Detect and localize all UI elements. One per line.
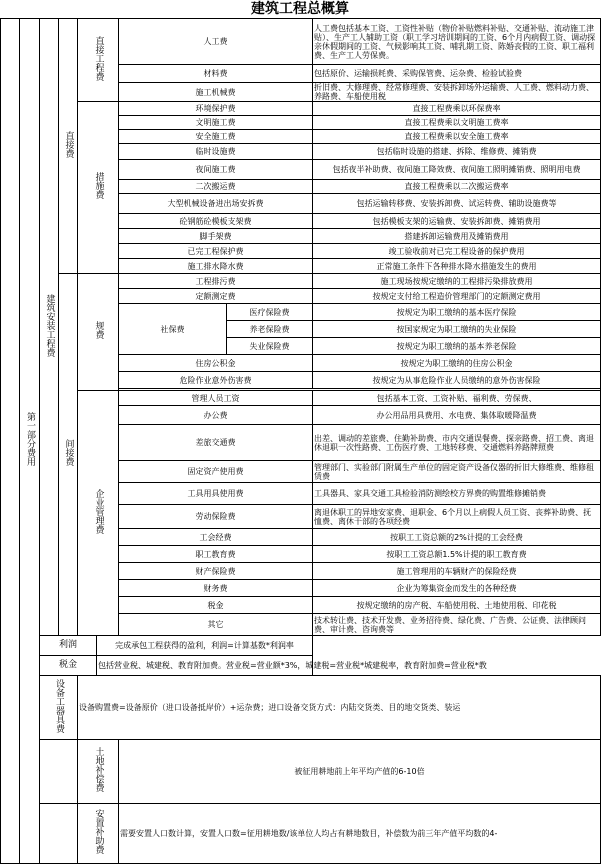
row-name: 工具用具使用费 xyxy=(119,483,313,505)
row-name: 脚手架费 xyxy=(119,229,313,244)
row-name: 其它 xyxy=(119,614,313,636)
row-name: 施工排水降水费 xyxy=(119,259,313,274)
cost-table xyxy=(0,18,601,864)
row-desc: 包括夜半补助费、夜间施工降效费、夜间施工照明摊销费、照明用电费 xyxy=(313,160,601,180)
row-desc: 离退休职工的异地安家费、退职金、6个月以上病假人员工资、丧葬补助费、抚恤费、离休干部的各项经费 xyxy=(313,505,601,529)
row-desc: 施工现场按规定缴纳的工程排污染排放费用 xyxy=(313,274,601,289)
row-desc: 技术转让费、技术开发费、业务招待费、绿化费、广告费、公证费、法律顾问费、审计费、咨询费等 xyxy=(313,614,601,636)
page-title: 建筑工程总概算 xyxy=(251,1,349,17)
equipment-desc: 设备购置费=设备原价（进口设备抵岸价）+运杂费；进口设备交货方式：内陆交货类、目的地交货类、装运 xyxy=(78,676,601,740)
part1-label: 第一部分费用 xyxy=(20,19,40,864)
row-desc: 包括运输转移费、安装拆卸费、试运转费、辅助设施费等 xyxy=(313,194,601,214)
resettle-label: 安置补助费 xyxy=(78,804,119,864)
blank-column xyxy=(1,19,20,864)
row-desc: 直接工程费乘以环保费率 xyxy=(313,102,601,116)
row-desc: 直接工程费乘以二次搬运费率 xyxy=(313,180,601,194)
row-name: 人工费 xyxy=(119,19,313,65)
row-desc: 工具器具、家具交通工具检验消防测绘校方界费的购置维修摊销费 xyxy=(313,483,601,505)
tax-label: 税金 xyxy=(40,656,97,676)
row-name: 固定资产使用费 xyxy=(119,461,313,483)
row-desc: 按规定为从事危险作业人员缴纳的意外伤害保险 xyxy=(313,372,601,389)
row-desc: 施工管理用的车辆财产的保险经费 xyxy=(313,563,601,580)
row-desc: 包括临时设施的搭建、拆除、维修费、摊销费 xyxy=(313,144,601,160)
row-subname: 养老保险费 xyxy=(227,321,313,338)
row-desc: 正常施工条件下各种排水降水措施发生的费用 xyxy=(313,259,601,274)
row-name: 税金 xyxy=(119,597,313,614)
row-name: 危险作业意外伤害费 xyxy=(119,372,313,389)
row-desc: 按国家规定为职工缴纳的失业保险 xyxy=(313,321,601,338)
row-name: 施工机械费 xyxy=(119,83,313,102)
row-desc: 出差、调动的差旅费、住勤补助费、市内交通误餐费、探亲路费、招工费、离退休退职一次性路费、工伤医疗费、工地转移费、交通燃料养路牌照费 xyxy=(313,425,601,461)
enterprise-fee-label: 企业管理费 xyxy=(78,391,119,636)
row-desc: 直接工程费乘以文明施工费率 xyxy=(313,116,601,130)
row-desc: 包括原价、运输损耗费、采购保管费、运杂费、检验试验费 xyxy=(313,65,601,83)
row-name: 差旅交通费 xyxy=(119,425,313,461)
row-desc: 按规定缴纳的房产税、车船使用税、土地使用税、印花税 xyxy=(313,597,601,614)
land-comp-desc: 被征用耕地前上年平均产值的6-10倍 xyxy=(119,740,601,804)
row-name: 财产保险费 xyxy=(119,563,313,580)
row-name: 住房公积金 xyxy=(119,355,313,372)
row-name: 环境保护费 xyxy=(119,102,313,116)
row-desc: 办公用品用具费用、水电费、集体取暖降温费 xyxy=(313,406,601,425)
row-desc: 按规定为职工缴纳的基本养老保险 xyxy=(313,338,601,355)
indirect-fee-label: 间接费 xyxy=(59,274,78,636)
row-name: 定额测定费 xyxy=(119,289,313,304)
land-comp-label: 土地补偿费 xyxy=(78,740,119,804)
row-desc: 竣工验收前对已完工程设备的保护费用 xyxy=(313,244,601,259)
row-desc: 直接工程费乘以安全施工费率 xyxy=(313,130,601,144)
direct-eng-fee-label: 直接工程费 xyxy=(78,19,119,102)
row-desc: 按职工工资总额的2%计提的工会经费 xyxy=(313,529,601,546)
row-name: 社保费 xyxy=(119,304,227,355)
row-subname: 失业保险费 xyxy=(227,338,313,355)
profit-label: 利润 xyxy=(40,636,97,656)
row-desc: 按职工工资总额1.5%计提的职工教育费 xyxy=(313,546,601,563)
row-desc: 按规定为职工缴纳的住房公积金 xyxy=(313,355,601,372)
row-desc: 包括模板支架的运输费、安装拆卸费、摊销费用 xyxy=(313,214,601,229)
row-name: 大型机械设备进出场安拆费 xyxy=(119,194,313,214)
safety-label: 建筑安装工程费 xyxy=(40,19,59,636)
row-name: 财务费 xyxy=(119,580,313,597)
row-desc: 折旧费、大修理费、经常修理费、安装拆卸场外运输费、人工费、燃料动力费、养路费、车船使用税 xyxy=(313,83,601,102)
row-name: 劳动保险费 xyxy=(119,505,313,529)
row-desc: 按规定为职工缴纳的基本医疗保险 xyxy=(313,304,601,321)
row-desc: 按规定支付给工程造价管理部门的定额测定费用 xyxy=(313,289,601,304)
row-desc: 企业为筹集资金而发生的各种经费 xyxy=(313,580,601,597)
profit-desc: 完成承包工程获得的盈利，利润=计算基数*利润率 xyxy=(97,636,313,656)
row-name: 材料费 xyxy=(119,65,313,83)
measure-fee-label: 措施费 xyxy=(78,102,119,274)
row-name: 工会经费 xyxy=(119,529,313,546)
row-desc: 包括基本工资、工资补贴、福利费、劳保费、 xyxy=(313,391,601,406)
row-subname: 医疗保险费 xyxy=(227,304,313,321)
tax-desc: 包括营业税、城建税、教育附加费。营业税=营业额*3%，城建税=营业税*城建税率，教育附加费=营业税*教 xyxy=(97,656,313,676)
row-name: 管理人员工资 xyxy=(119,391,313,406)
row-desc: 管理部门、实验部门附属生产单位的固定资产设备仪器的折旧大修维费、维修租赁费 xyxy=(313,461,601,483)
row-name: 职工教育费 xyxy=(119,546,313,563)
row-name: 文明施工费 xyxy=(119,116,313,130)
regulated-fee-label: 规费 xyxy=(78,274,119,391)
direct-fee-label: 直接费 xyxy=(59,19,78,274)
row-name: 安全施工费 xyxy=(119,130,313,144)
row-name: 临时设施费 xyxy=(119,144,313,160)
equipment-label: 设备工器具费 xyxy=(40,676,78,740)
resettle-desc: 需要安置人口数计算，安置人口数=征用耕地数/该单位人均占有耕地数目，补偿数为前三年产值平均数的4- xyxy=(119,804,601,864)
row-name: 砼钢筋砼模板支架费 xyxy=(119,214,313,229)
row-name: 工程排污费 xyxy=(119,274,313,289)
row-desc: 人工费包括基本工资、工资性补贴（物价补贴燃料补贴、交通补贴、流动施工津贴）、生产工人辅助工资（职工学习培训期间的工资、6个月内病假工资、调动探亲休假期间的工资、气候影响其工资、哺乳期工资、陈婚丧假的工资、职工福利费、生产工人劳保费。 xyxy=(313,19,601,65)
row-desc: 搭建拆卸运输费用及摊销费用 xyxy=(313,229,601,244)
row-name: 办公费 xyxy=(119,406,313,425)
row-name: 已完工程保护费 xyxy=(119,244,313,259)
row-name: 夜间施工费 xyxy=(119,160,313,180)
row-name: 二次搬运费 xyxy=(119,180,313,194)
